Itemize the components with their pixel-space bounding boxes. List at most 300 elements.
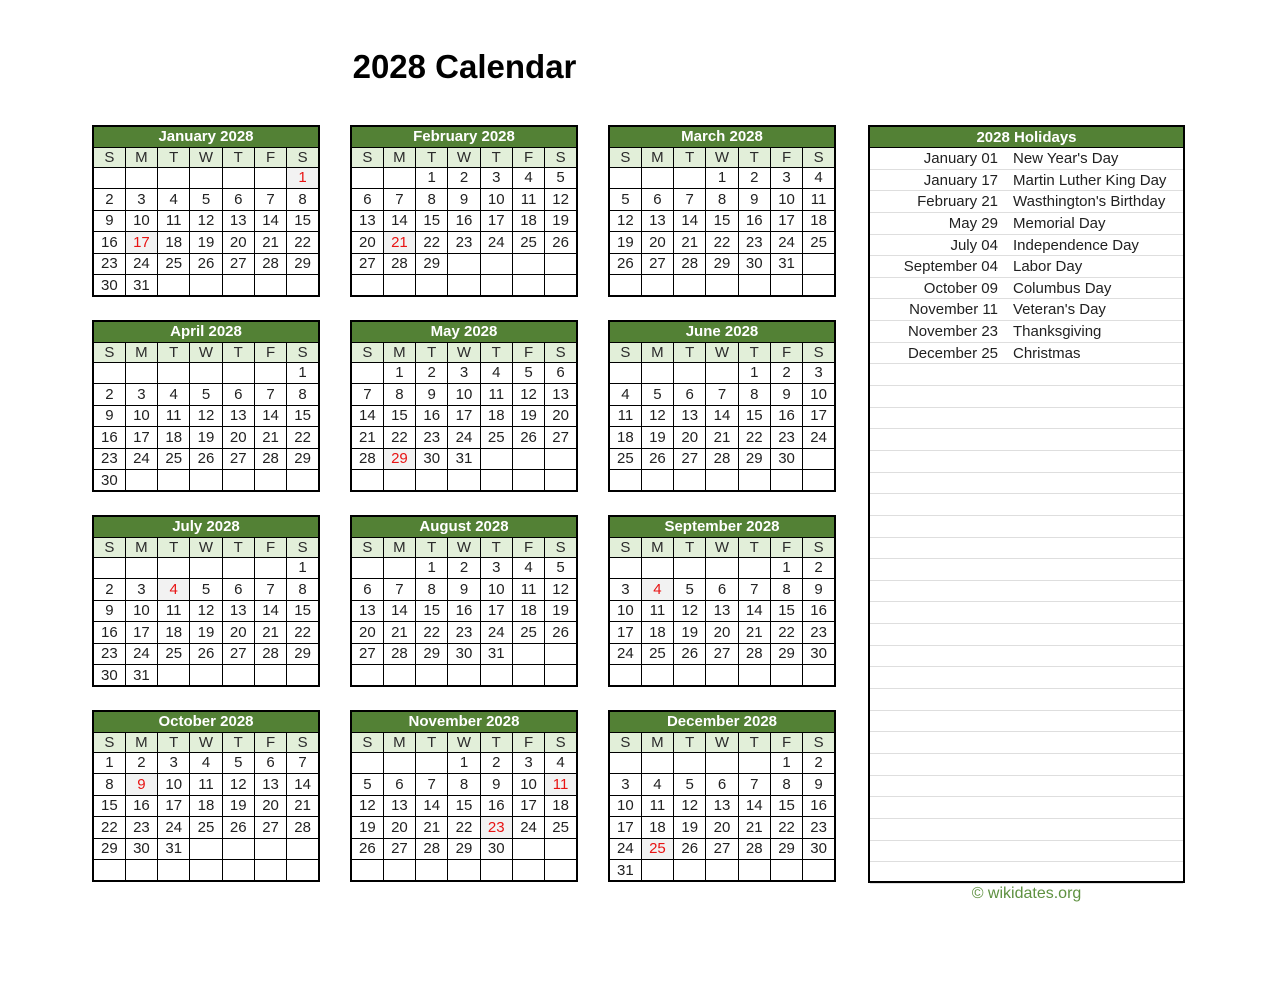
day-cell: 28 <box>351 448 383 470</box>
holiday-date: January 01 <box>923 150 998 167</box>
day-cell: 3 <box>803 362 835 384</box>
holiday-row <box>870 213 1183 235</box>
day-cell: 10 <box>480 579 512 601</box>
day-cell: 20 <box>222 622 254 644</box>
month-table-november <box>350 710 578 882</box>
day-cell-empty <box>770 275 802 297</box>
day-cell-empty <box>674 557 706 579</box>
day-cell: 16 <box>93 427 125 449</box>
weekday-header: F <box>254 537 286 557</box>
day-cell: 14 <box>254 600 286 622</box>
weekday-header: S <box>609 147 641 167</box>
day-cell: 6 <box>641 189 673 211</box>
day-cell-empty <box>545 253 577 275</box>
day-cell: 24 <box>125 253 157 275</box>
holiday-row-empty <box>870 559 1183 581</box>
day-cell: 12 <box>190 600 222 622</box>
day-cell-empty <box>674 860 706 882</box>
day-cell: 12 <box>222 774 254 796</box>
day-cell: 3 <box>609 579 641 601</box>
day-cell: 10 <box>770 189 802 211</box>
day-cell: 7 <box>254 579 286 601</box>
day-cell: 4 <box>158 384 190 406</box>
day-cell-empty <box>383 470 415 492</box>
day-cell: 14 <box>706 405 738 427</box>
day-cell: 20 <box>641 232 673 254</box>
day-cell: 12 <box>351 795 383 817</box>
day-cell: 26 <box>545 622 577 644</box>
day-cell-empty <box>190 362 222 384</box>
day-cell-empty <box>190 470 222 492</box>
month-title: February 2028 <box>351 126 577 147</box>
weekday-header: S <box>287 147 319 167</box>
day-cell: 17 <box>125 427 157 449</box>
day-cell: 9 <box>770 384 802 406</box>
day-cell-empty <box>674 362 706 384</box>
day-cell: 15 <box>383 405 415 427</box>
day-cell-empty <box>512 860 544 882</box>
day-cell-empty <box>254 275 286 297</box>
day-cell: 4 <box>609 384 641 406</box>
day-cell: 15 <box>416 600 448 622</box>
weekday-header: F <box>254 732 286 752</box>
day-cell: 18 <box>158 232 190 254</box>
day-cell: 22 <box>416 232 448 254</box>
day-cell: 25 <box>803 232 835 254</box>
weekday-header: F <box>512 147 544 167</box>
day-cell: 30 <box>416 448 448 470</box>
day-cell-empty <box>512 470 544 492</box>
day-cell-empty <box>351 752 383 774</box>
day-cell: 24 <box>512 817 544 839</box>
day-cell: 20 <box>222 427 254 449</box>
holiday-name: Veteran's Day <box>1013 301 1106 319</box>
day-cell-empty <box>158 557 190 579</box>
day-cell-empty <box>609 665 641 687</box>
weekday-header: T <box>158 342 190 362</box>
day-cell-empty <box>158 860 190 882</box>
day-cell: 18 <box>512 210 544 232</box>
day-cell: 18 <box>641 817 673 839</box>
day-cell: 13 <box>222 210 254 232</box>
day-cell: 27 <box>254 817 286 839</box>
holiday-row <box>870 321 1183 343</box>
day-cell: 15 <box>287 210 319 232</box>
day-cell: 14 <box>254 405 286 427</box>
day-cell-empty <box>222 860 254 882</box>
weekday-header: S <box>609 342 641 362</box>
day-cell: 29 <box>287 253 319 275</box>
holiday-row-empty <box>870 689 1183 711</box>
weekday-header: T <box>222 537 254 557</box>
day-cell: 30 <box>803 838 835 860</box>
holiday-row-empty <box>870 602 1183 624</box>
month-table-february <box>350 125 578 297</box>
day-cell: 2 <box>480 752 512 774</box>
day-cell: 7 <box>351 384 383 406</box>
day-cell: 11 <box>803 189 835 211</box>
day-cell: 2 <box>770 362 802 384</box>
day-cell: 19 <box>545 600 577 622</box>
weekday-header: S <box>609 732 641 752</box>
day-cell: 20 <box>222 232 254 254</box>
day-cell-empty <box>480 470 512 492</box>
day-cell: 30 <box>125 838 157 860</box>
day-cell-empty <box>190 838 222 860</box>
day-cell-empty <box>190 557 222 579</box>
day-cell: 25 <box>545 817 577 839</box>
day-cell: 14 <box>287 774 319 796</box>
weekday-header: S <box>287 537 319 557</box>
weekday-header: M <box>125 732 157 752</box>
day-cell: 8 <box>738 384 770 406</box>
day-cell: 5 <box>641 384 673 406</box>
holiday-name: Memorial Day <box>1013 214 1106 232</box>
day-cell: 19 <box>674 622 706 644</box>
holiday-row-empty <box>870 581 1183 603</box>
day-cell: 19 <box>641 427 673 449</box>
holiday-date: July 04 <box>950 236 998 254</box>
day-cell-empty <box>803 275 835 297</box>
day-cell: 27 <box>222 643 254 665</box>
weekday-header: T <box>222 147 254 167</box>
day-cell: 19 <box>222 795 254 817</box>
day-cell: 18 <box>158 427 190 449</box>
day-cell: 24 <box>448 427 480 449</box>
day-cell: 3 <box>770 167 802 189</box>
day-cell: 2 <box>416 362 448 384</box>
day-cell-empty <box>641 557 673 579</box>
day-cell-empty <box>448 860 480 882</box>
day-cell-empty <box>512 643 544 665</box>
day-cell: 3 <box>512 752 544 774</box>
day-cell: 10 <box>609 795 641 817</box>
day-cell-empty <box>222 167 254 189</box>
weekday-header: S <box>351 537 383 557</box>
weekday-header: S <box>545 342 577 362</box>
day-cell: 19 <box>512 405 544 427</box>
weekday-header: T <box>222 732 254 752</box>
weekday-header: S <box>351 342 383 362</box>
day-cell: 7 <box>738 774 770 796</box>
day-cell: 26 <box>674 643 706 665</box>
holiday-row <box>870 278 1183 300</box>
day-cell: 23 <box>93 253 125 275</box>
day-cell: 6 <box>674 384 706 406</box>
day-cell-empty <box>706 275 738 297</box>
day-cell: 30 <box>93 275 125 297</box>
month-title: July 2028 <box>93 516 319 537</box>
holiday-date: December 25 <box>907 344 998 362</box>
day-cell: 5 <box>190 189 222 211</box>
day-cell: 12 <box>641 405 673 427</box>
day-cell: 11 <box>190 774 222 796</box>
day-cell: 19 <box>545 210 577 232</box>
day-cell: 5 <box>190 579 222 601</box>
day-cell: 22 <box>287 427 319 449</box>
weekday-header: T <box>480 342 512 362</box>
day-cell: 22 <box>706 232 738 254</box>
month-title: March 2028 <box>609 126 835 147</box>
day-cell: 8 <box>287 384 319 406</box>
day-cell: 15 <box>93 795 125 817</box>
holiday-row-empty <box>870 429 1183 451</box>
day-cell: 5 <box>545 167 577 189</box>
day-cell: 17 <box>770 210 802 232</box>
day-cell-empty <box>738 860 770 882</box>
day-cell: 21 <box>351 427 383 449</box>
day-cell-holiday: 17 <box>125 232 157 254</box>
day-cell: 18 <box>545 795 577 817</box>
day-cell-empty <box>674 752 706 774</box>
day-cell: 6 <box>545 362 577 384</box>
day-cell-empty <box>254 838 286 860</box>
day-cell: 27 <box>351 253 383 275</box>
day-cell-empty <box>287 860 319 882</box>
day-cell: 21 <box>738 622 770 644</box>
holiday-row-empty <box>870 516 1183 538</box>
day-cell: 23 <box>770 427 802 449</box>
day-cell-empty <box>609 470 641 492</box>
day-cell-holiday: 1 <box>287 167 319 189</box>
site-credit-link[interactable]: © wikidates.org <box>971 885 1082 902</box>
day-cell: 3 <box>480 557 512 579</box>
holiday-date: February 21 <box>917 193 998 211</box>
day-cell: 29 <box>738 448 770 470</box>
day-cell: 3 <box>448 362 480 384</box>
day-cell: 1 <box>287 362 319 384</box>
day-cell: 19 <box>351 817 383 839</box>
day-cell: 14 <box>738 600 770 622</box>
day-cell-holiday: 4 <box>641 579 673 601</box>
weekday-header: T <box>416 537 448 557</box>
day-cell-empty <box>641 362 673 384</box>
day-cell-empty <box>125 362 157 384</box>
day-cell: 13 <box>641 210 673 232</box>
day-cell-empty <box>674 470 706 492</box>
day-cell: 15 <box>448 795 480 817</box>
day-cell-empty <box>512 665 544 687</box>
holidays-panel <box>868 125 1185 883</box>
day-cell: 29 <box>448 838 480 860</box>
day-cell: 28 <box>738 838 770 860</box>
day-cell: 2 <box>93 189 125 211</box>
day-cell-empty <box>609 557 641 579</box>
weekday-header: S <box>351 732 383 752</box>
day-cell: 17 <box>480 210 512 232</box>
weekday-header: T <box>738 732 770 752</box>
holiday-row-empty <box>870 732 1183 754</box>
day-cell: 28 <box>287 817 319 839</box>
day-cell: 1 <box>770 752 802 774</box>
weekday-header: T <box>480 537 512 557</box>
day-cell: 15 <box>706 210 738 232</box>
day-cell-empty <box>674 665 706 687</box>
day-cell-empty <box>93 362 125 384</box>
day-cell: 1 <box>93 752 125 774</box>
day-cell: 22 <box>93 817 125 839</box>
weekday-header: M <box>383 732 415 752</box>
day-cell: 11 <box>158 210 190 232</box>
day-cell: 13 <box>351 600 383 622</box>
page-title: 2028 Calendar <box>352 48 577 85</box>
weekday-header: W <box>190 537 222 557</box>
day-cell-empty <box>93 557 125 579</box>
day-cell: 9 <box>93 210 125 232</box>
day-cell: 12 <box>545 189 577 211</box>
day-cell: 10 <box>158 774 190 796</box>
holiday-row <box>870 191 1183 213</box>
day-cell: 14 <box>351 405 383 427</box>
day-cell: 23 <box>738 232 770 254</box>
holiday-row-empty <box>870 776 1183 798</box>
weekday-header: F <box>254 147 286 167</box>
weekday-header: T <box>674 537 706 557</box>
day-cell: 24 <box>770 232 802 254</box>
weekday-header: T <box>480 147 512 167</box>
holiday-row <box>870 148 1183 170</box>
day-cell-empty <box>125 557 157 579</box>
weekday-header: S <box>93 342 125 362</box>
day-cell-empty <box>383 167 415 189</box>
day-cell: 26 <box>190 448 222 470</box>
day-cell: 22 <box>383 427 415 449</box>
day-cell: 18 <box>512 600 544 622</box>
day-cell: 16 <box>93 622 125 644</box>
day-cell-empty <box>641 752 673 774</box>
day-cell: 11 <box>158 600 190 622</box>
weekday-header: M <box>641 732 673 752</box>
day-cell: 6 <box>706 579 738 601</box>
day-cell: 8 <box>448 774 480 796</box>
day-cell: 4 <box>190 752 222 774</box>
day-cell: 10 <box>125 210 157 232</box>
day-cell: 21 <box>254 232 286 254</box>
day-cell: 16 <box>125 795 157 817</box>
day-cell: 13 <box>545 384 577 406</box>
month-title: November 2028 <box>351 711 577 732</box>
day-cell-empty <box>609 275 641 297</box>
day-cell-empty <box>351 167 383 189</box>
weekday-header: W <box>706 147 738 167</box>
day-cell: 30 <box>93 470 125 492</box>
day-cell: 16 <box>448 210 480 232</box>
day-cell-empty <box>545 643 577 665</box>
day-cell: 24 <box>158 817 190 839</box>
day-cell: 22 <box>770 622 802 644</box>
day-cell: 3 <box>125 384 157 406</box>
day-cell: 11 <box>641 600 673 622</box>
day-cell: 28 <box>416 838 448 860</box>
day-cell: 29 <box>770 643 802 665</box>
day-cell-empty <box>222 470 254 492</box>
day-cell: 29 <box>416 643 448 665</box>
day-cell: 26 <box>222 817 254 839</box>
day-cell: 5 <box>674 774 706 796</box>
day-cell-empty <box>512 448 544 470</box>
day-cell: 23 <box>803 622 835 644</box>
day-cell: 5 <box>609 189 641 211</box>
day-cell-empty <box>158 275 190 297</box>
day-cell: 6 <box>222 189 254 211</box>
day-cell: 1 <box>770 557 802 579</box>
holiday-row-empty <box>870 819 1183 841</box>
day-cell: 4 <box>545 752 577 774</box>
day-cell: 19 <box>609 232 641 254</box>
day-cell: 16 <box>803 795 835 817</box>
day-cell-empty <box>158 167 190 189</box>
day-cell: 23 <box>125 817 157 839</box>
weekday-header: T <box>674 732 706 752</box>
day-cell: 7 <box>738 579 770 601</box>
day-cell: 7 <box>674 189 706 211</box>
day-cell-empty <box>254 167 286 189</box>
day-cell: 6 <box>222 579 254 601</box>
day-cell: 2 <box>125 752 157 774</box>
day-cell: 7 <box>254 189 286 211</box>
day-cell: 3 <box>125 189 157 211</box>
day-cell: 5 <box>545 557 577 579</box>
day-cell: 1 <box>416 167 448 189</box>
day-cell: 6 <box>383 774 415 796</box>
weekday-header: S <box>93 147 125 167</box>
day-cell: 2 <box>448 167 480 189</box>
day-cell-empty <box>480 253 512 275</box>
day-cell: 27 <box>545 427 577 449</box>
day-cell: 29 <box>416 253 448 275</box>
day-cell: 4 <box>803 167 835 189</box>
day-cell-empty <box>222 665 254 687</box>
day-cell-empty <box>383 860 415 882</box>
day-cell-empty <box>416 860 448 882</box>
day-cell: 14 <box>674 210 706 232</box>
day-cell: 14 <box>383 600 415 622</box>
holiday-row-empty <box>870 538 1183 560</box>
weekday-header: W <box>448 147 480 167</box>
day-cell: 4 <box>158 189 190 211</box>
day-cell-empty <box>803 665 835 687</box>
month-title: May 2028 <box>351 321 577 342</box>
day-cell: 17 <box>512 795 544 817</box>
day-cell: 16 <box>803 600 835 622</box>
holiday-row <box>870 256 1183 278</box>
day-cell: 28 <box>254 643 286 665</box>
weekday-header: T <box>158 732 190 752</box>
weekday-header: W <box>706 537 738 557</box>
day-cell: 24 <box>125 448 157 470</box>
day-cell: 6 <box>254 752 286 774</box>
month-title: June 2028 <box>609 321 835 342</box>
day-cell-empty <box>190 860 222 882</box>
day-cell: 25 <box>190 817 222 839</box>
day-cell: 15 <box>738 405 770 427</box>
day-cell: 2 <box>448 557 480 579</box>
day-cell-empty <box>674 275 706 297</box>
holidays-list <box>870 148 1183 884</box>
day-cell-empty <box>158 665 190 687</box>
weekday-header: T <box>416 732 448 752</box>
day-cell: 24 <box>480 622 512 644</box>
day-cell: 26 <box>190 643 222 665</box>
weekday-header: T <box>158 537 190 557</box>
day-cell-empty <box>254 860 286 882</box>
day-cell-empty <box>351 275 383 297</box>
day-cell-empty <box>480 275 512 297</box>
day-cell: 31 <box>125 665 157 687</box>
holiday-date: September 04 <box>903 258 998 276</box>
day-cell-empty <box>222 838 254 860</box>
day-cell: 10 <box>448 384 480 406</box>
